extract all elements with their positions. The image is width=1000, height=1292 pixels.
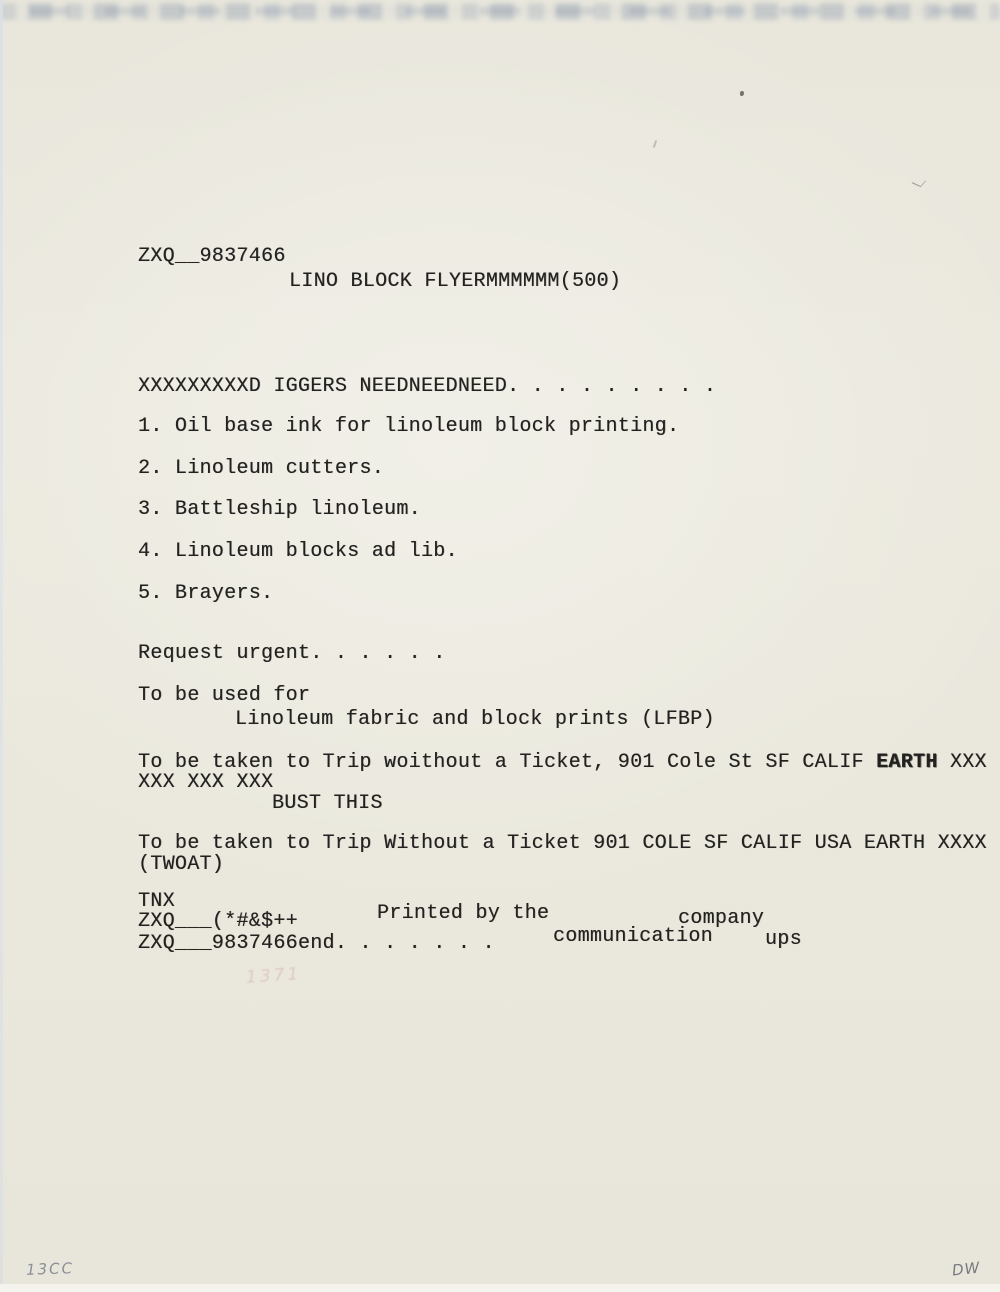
small-stray-mark <box>653 140 657 148</box>
typed-address-1 <box>138 752 987 773</box>
pencil-initials-bottom-right: DW <box>951 1258 982 1280</box>
pencil-tick-mark <box>912 177 927 187</box>
typed-list-item: 2. Linoleum cutters. <box>138 457 385 480</box>
typed-tnx: TNX <box>138 890 175 913</box>
typed-address-1-post: XXX <box>937 751 987 774</box>
typed-sign-off-2: ZXQ___9837466end. . . . . . . <box>138 932 495 955</box>
typed-request-line: Request urgent. . . . . . <box>138 642 446 665</box>
typed-list-item: 1. Oil base ink for linoleum block printing. <box>138 415 680 438</box>
ghost-pink-number: 1371 <box>245 964 302 988</box>
scan-bottom-edge <box>0 1284 1000 1292</box>
typed-company-word: company <box>678 907 765 930</box>
scan-left-edge <box>0 0 3 1284</box>
typed-sign-off-1: ZXQ___(*#&$++ <box>138 910 298 933</box>
typed-printed-by: Printed by the <box>377 902 550 925</box>
top-edge-ink-smudge-overlay <box>30 7 970 15</box>
typed-communication-word: communication <box>553 925 713 948</box>
typed-address-1-pre: To be taken to Trip woithout a Ticket, 901 Cole St SF CALIF <box>138 751 877 774</box>
typed-list-item: 4. Linoleum blocks ad lib. <box>138 540 458 563</box>
typed-title: LINO BLOCK FLYERMMMMMM(500) <box>289 270 622 293</box>
typed-used-for: To be used for <box>138 684 311 707</box>
typed-bust-this: BUST THIS <box>272 792 383 815</box>
typed-needs-heading: XXXXXXXXXD IGGERS NEEDNEEDNEED. . . . . . . . . <box>138 375 717 398</box>
typed-address-1-wrap: XXX XXX XXX <box>138 771 274 794</box>
typed-ref-number: ZXQ__9837466 <box>138 245 286 268</box>
typed-address-2: To be taken to Trip Without a Ticket 901 COLE SF CALIF USA EARTH XXXX <box>138 832 987 855</box>
typed-list-item: 3. Battleship linoleum. <box>138 498 421 521</box>
typed-used-for-detail: Linoleum fabric and block prints (LFBP) <box>235 708 715 731</box>
typed-list-item: 5. Brayers. <box>138 582 274 605</box>
pencil-code-bottom-left: 13CC <box>25 1259 75 1279</box>
typed-address-1-bold-earth: EARTH <box>876 751 938 774</box>
typed-ups-word: ups <box>765 928 802 951</box>
ink-speck <box>740 91 744 96</box>
typed-address-2-acronym: (TWOAT) <box>138 853 225 876</box>
